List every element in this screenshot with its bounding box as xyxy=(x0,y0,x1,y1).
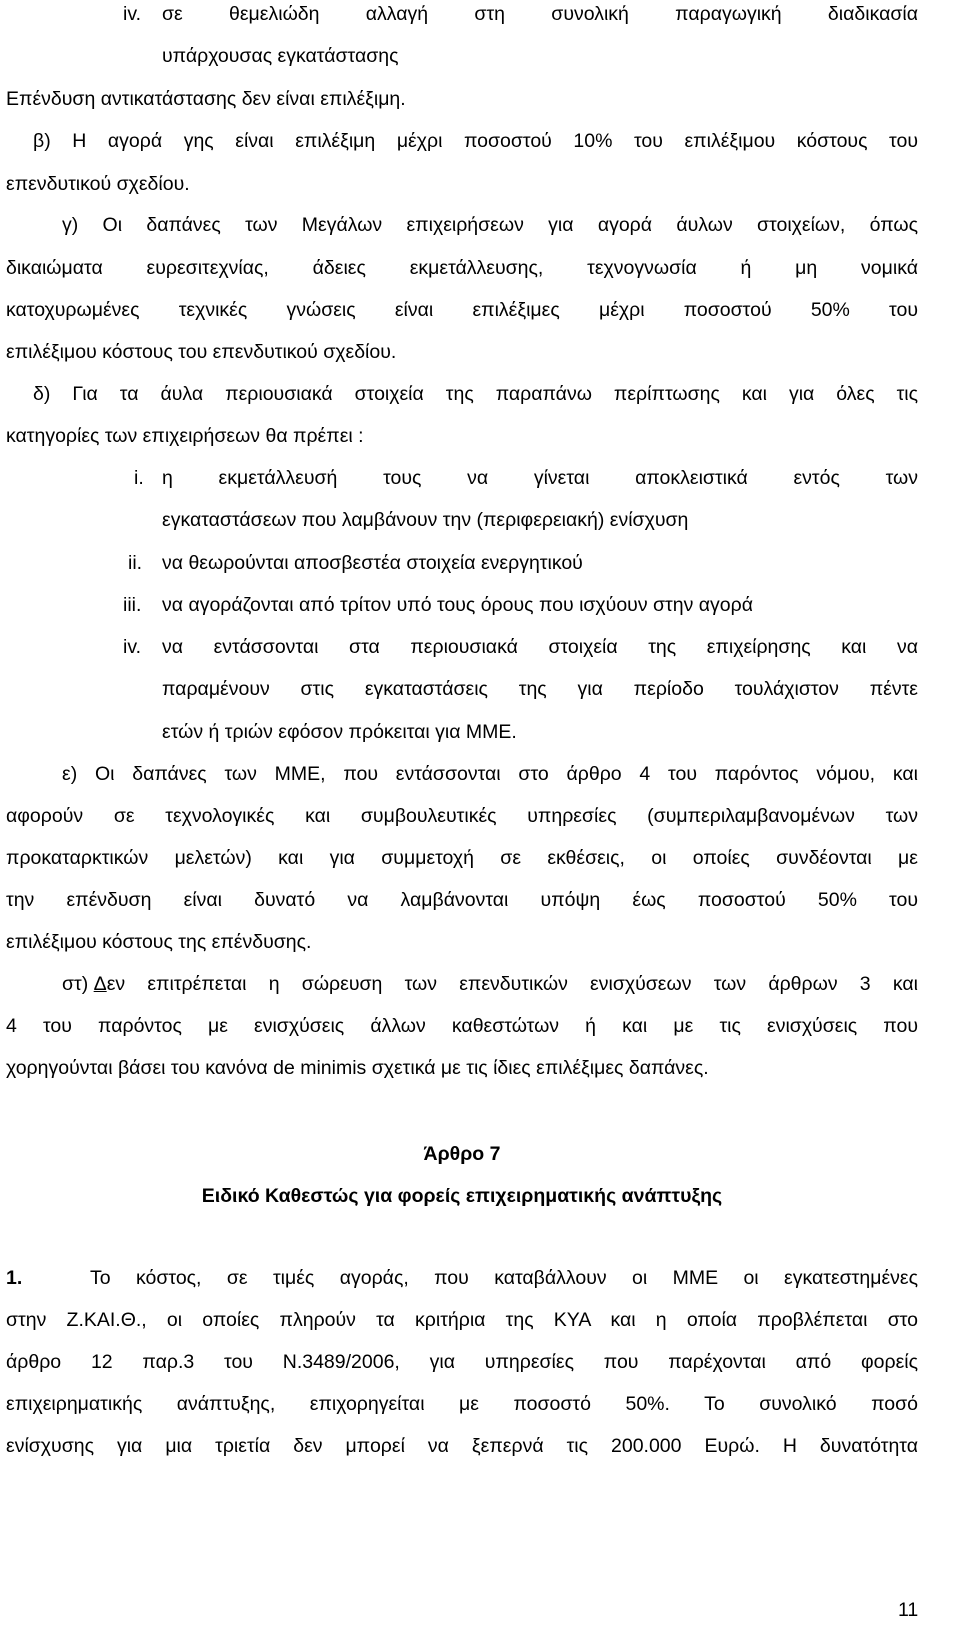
paragraph-st-line-2: 4 του παρόντος με ενισχύσεις άλλων καθεστώτων ή και με τις ενισχύσεις που xyxy=(6,1015,918,1037)
paragraph-st-underlined-letter: Δ xyxy=(93,973,107,995)
paragraph-e-line-3: προκαταρκτικών μελετών) και για συμμετοχή σε εκθέσεις, οι οποίες συνδέονται με xyxy=(6,847,918,869)
list-item-i-line-1: η εκμετάλλευσή τους να γίνεται αποκλειστικά εντός των xyxy=(162,467,918,489)
paragraph-b-line-2: επενδυτικού σχεδίου. xyxy=(6,173,190,195)
list-marker-iv: iv. xyxy=(123,636,142,658)
paragraph-st-line-3: χορηγούνται βάσει του κανόνα de minimis σχετικά με τις ίδιες επιλέξιμες δαπάνες. xyxy=(6,1057,709,1079)
list-item-iii-line-1: να αγοράζονται από τρίτον υπό τους όρους που ισχύουν στην αγορά xyxy=(162,594,753,616)
paragraph-1-line-1: Το κόστος, σε τιμές αγοράς, που καταβάλλουν οι ΜΜΕ οι εγκατεστημένες xyxy=(90,1267,918,1289)
list-marker-iv-top: iv. xyxy=(123,3,142,25)
paragraph-c-line-4: επιλέξιμου κόστους του επενδυτικού σχεδίου. xyxy=(6,341,397,363)
paragraph-d-line-2: κατηγορίες των επιχειρήσεων θα πρέπει : xyxy=(6,425,364,447)
list-marker-i: i. xyxy=(134,467,144,489)
paragraph-1-line-5: ενίσχυσης για μια τριετία δεν μπορεί να ξεπερνά τις 200.000 Ευρώ. Η δυνατότητα xyxy=(6,1435,918,1457)
list-item-iv-line-2: παραμένουν στις εγκαταστάσεις της για περίοδο τουλάχιστον πέντε xyxy=(162,678,918,700)
paragraph-c-line-2: δικαιώματα ευρεσιτεχνίας, άδειες εκμετάλλευσης, τεχνογνωσία ή μη νομικά xyxy=(6,257,918,279)
list-item-iv-line-1: να εντάσσονται στα περιουσιακά στοιχεία της επιχείρησης και να xyxy=(162,636,918,658)
paragraph-st-prefix: στ) xyxy=(62,973,94,995)
paragraph-1-line-2: στην Ζ.ΚΑΙ.Θ., οι οποίες πληρούν τα κριτήρια της ΚΥΑ και η οποία προβλέπεται στο xyxy=(6,1309,918,1331)
paragraph-e-line-4: την επένδυση είναι δυνατό να λαμβάνονται υπόψη έως ποσοστού 50% του xyxy=(6,889,918,911)
paragraph-b-line-1: β) Η αγορά γης είναι επιλέξιμη μέχρι ποσοστού 10% του επιλέξιμου κόστους του xyxy=(33,130,918,152)
page-number: 11 xyxy=(898,1599,919,1621)
list-marker-ii: ii. xyxy=(128,552,143,574)
paragraph-e-line-2: αφορούν σε τεχνολογικές και συμβουλευτικές υπηρεσίες (συμπεριλαμβανομένων των xyxy=(6,805,918,827)
paragraph-d-line-1: δ) Για τα άυλα περιουσιακά στοιχεία της παραπάνω περίπτωσης και για όλες τις xyxy=(33,383,918,405)
paragraph-c-line-3: κατοχυρωμένες τεχνικές γνώσεις είναι επιλέξιμες μέχρι ποσοστού 50% του xyxy=(6,299,918,321)
article-subtitle: Ειδικό Καθεστώς για φορείς επιχειρηματικής ανάπτυξης xyxy=(201,1185,723,1207)
list-item-iv-line-3: ετών ή τριών εφόσον πρόκειται για ΜΜΕ. xyxy=(162,721,517,743)
paragraph-st-line-1-rest: εν επιτρέπεται η σώρευση των επενδυτικών ενισχύσεων των άρθρων 3 και xyxy=(106,973,918,995)
list-item-i-line-2: εγκαταστάσεων που λαμβάνουν την (περιφερειακή) ενίσχυση xyxy=(162,509,689,531)
paragraph-e-line-5: επιλέξιμου κόστους της επένδυσης. xyxy=(6,931,312,953)
list-item-iv-top-line-1: σε θεμελιώδη αλλαγή στη συνολική παραγωγική διαδικασία xyxy=(162,3,918,25)
paragraph-st-line-1 xyxy=(62,972,918,996)
list-marker-iii: iii. xyxy=(123,594,142,616)
paragraph-1-line-4: επιχειρηματικής ανάπτυξης, επιχορηγείται με ποσοστό 50%. Το συνολικό ποσό xyxy=(6,1393,918,1415)
paragraph-c-line-1: γ) Οι δαπάνες των Μεγάλων επιχειρήσεων για αγορά άυλων στοιχείων, όπως xyxy=(62,214,918,236)
list-item-ii-line-1: να θεωρούνται αποσβεστέα στοιχεία ενεργητικού xyxy=(162,552,583,574)
article-title: Άρθρο 7 xyxy=(423,1143,501,1165)
paragraph-1-number: 1. xyxy=(6,1267,23,1289)
paragraph-replacement: Επένδυση αντικατάστασης δεν είναι επιλέξιμη. xyxy=(6,88,406,110)
paragraph-1-line-3: άρθρο 12 παρ.3 του Ν.3489/2006, για υπηρεσίες που παρέχονται από φορείς xyxy=(6,1351,918,1373)
paragraph-e-line-1: ε) Οι δαπάνες των ΜΜΕ, που εντάσσονται στο άρθρο 4 του παρόντος νόμου, και xyxy=(62,763,918,785)
list-item-iv-top-line-2: υπάρχουσας εγκατάστασης xyxy=(162,45,399,67)
